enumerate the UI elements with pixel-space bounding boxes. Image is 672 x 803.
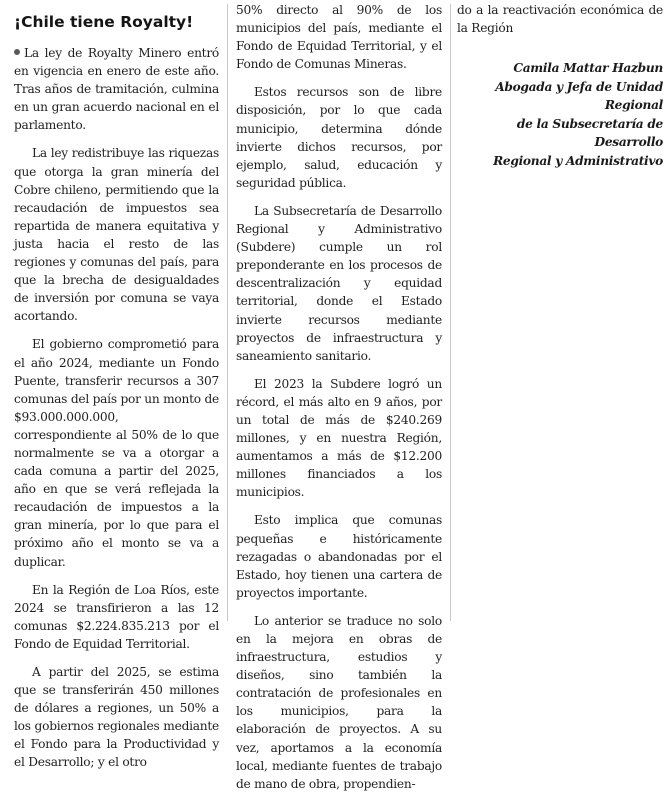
article-paragraph: La Subsecretaría de Desarrollo Regional y Administrativo (Subdere) cumple un rol preponderante en los procesos de descentralización y equidad territorial, donde el Estado invierte recursos mediante proyectos de infraestructura y saneamiento sanitario. — [236, 203, 442, 363]
author-role: Regional y Administrativo — [493, 153, 663, 168]
article-paragraph: A partir del 2025, se estima que se transferirán 450 millones de dólares a regiones, un 50% a los gobiernos regionales mediante el Fondo para la Productividad y el Desarrollo; y el otro — [14, 665, 219, 770]
author-role: Abogada y Jefa de Unidad Regional — [495, 79, 663, 113]
article-title: ¡Chile tiene Royalty! — [14, 13, 194, 31]
article-paragraph: Estos recursos son de libre disposición, por lo que cada municipio, determina dónde invierte dichos recursos, por ejemplo, salud, educación y seguridad pública. — [236, 85, 442, 190]
article-paragraph — [14, 44, 219, 134]
column-3 — [457, 0, 663, 170]
article-paragraph: El 2023 la Subdere logró un récord, el más alto en 9 años, por un total de más de $240.269 millones, y en nuestra Región, aumentamos a más de $12.200 millones financiados a los municipios. — [236, 376, 442, 500]
article-paragraph: Esto implica que comunas pequeñas e históricamente rezagadas o abandonadas por el Estado, hoy tienen una cartera de proyectos importante. — [236, 513, 442, 600]
paragraph-text: La ley de Royalty Minero entró en vigencia en enero de este año. Tras años de tramitación, culmina en un gran acuerdo nacional en el parlamento. — [14, 46, 219, 133]
author-signature — [457, 59, 663, 170]
article-paragraph: 50% directo al 90% de los municipios del país, mediante el Fondo de Equidad Territorial, y el Fondo de Comunas Mineras. — [236, 3, 442, 72]
column-2 — [236, 0, 442, 803]
column-divider — [450, 4, 451, 621]
column-1 — [14, 0, 219, 782]
article-paragraph: La ley redistribuye las riquezas que otorga la gran minería del Cobre chileno, permitiendo que la recaudación de impuestos sea repartida de manera equitativa y justa hacia el resto de las regiones y comunas del país, para que la brecha de desigualdades de inversión por comuna se vaya acortando. — [14, 146, 219, 324]
author-name: Camila Mattar Hazbun — [513, 61, 663, 76]
author-role: de la Subsecretaría de Desarrollo — [516, 116, 663, 150]
bullet-icon — [14, 49, 20, 55]
column-divider — [227, 4, 228, 621]
article-paragraph: do a la reactivación económica de la Región — [457, 3, 663, 36]
article-paragraph: En la Región de Loa Ríos, este 2024 se transfirieron a las 12 comunas $2.224.835.213 por el Fondo de Equidad Territorial. — [14, 582, 219, 651]
article-paragraph: El gobierno comprometió para el año 2024, mediante un Fondo Puente, transferir recursos a 307 comunas del país por un monto de $93.000.000.000, correspondiente al 50% de lo que normalmente se va a otorgar a cada comuna a partir del 2025, año en que se verá reflejada la recaudación de impuestos a la gran minería, por lo que para el próximo año el monto se va a duplicar. — [14, 337, 219, 569]
article-paragraph: Lo anterior se traduce no solo en la mejora en obras de infraestructura, estudios y diseños, sino también la contratación de profesionales en los municipios, para la elaboración de proyectos. A su vez, aportamos a la economía local, mediante fuentes de trabajo de mano de obra, propendien- — [236, 613, 442, 791]
